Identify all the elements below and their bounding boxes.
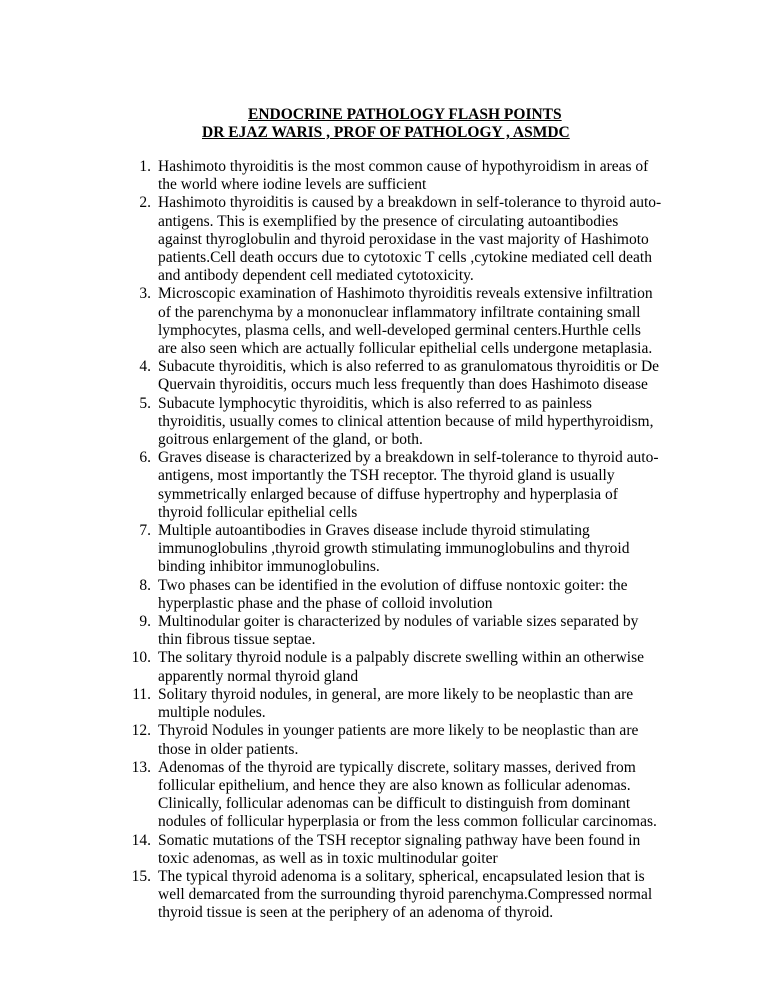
list-item-number: 4. bbox=[139, 358, 151, 376]
list-item-text: Microscopic examination of Hashimoto thyroiditis reveals extensive infiltration of the parenchyma by a mononuclear inflammatory infiltrate containing small lymphocytes, plasma cells, and well-developed germinal centers.Hurthle cells are also seen which are actually follicular epithelial cells undergone metaplasia. bbox=[158, 285, 653, 358]
list-item-text: Solitary thyroid nodules, in general, are more likely to be neoplastic than are multiple nodules. bbox=[158, 685, 634, 722]
list-item bbox=[118, 613, 663, 649]
list-item-number: 5. bbox=[139, 394, 151, 412]
document-subtitle: DR EJAZ WARIS , PROF OF PATHOLOGY , ASMDC bbox=[202, 124, 570, 141]
list-item-number: 11. bbox=[132, 685, 151, 703]
list-item-number: 10. bbox=[131, 649, 151, 667]
list-item-number: 13. bbox=[131, 758, 151, 776]
list-item bbox=[118, 577, 663, 613]
list-item-number: 6. bbox=[139, 449, 151, 467]
list-item-number: 3. bbox=[139, 285, 151, 303]
list-item-text: Somatic mutations of the TSH receptor signaling pathway have been found in toxic adenomas, as well as in toxic multinodular goiter bbox=[158, 831, 641, 867]
list-item-number: 15. bbox=[131, 867, 151, 885]
list-item-number: 9. bbox=[139, 613, 151, 631]
document-title: ENDOCRINE PATHOLOGY FLASH POINTS bbox=[248, 106, 562, 123]
list-item bbox=[118, 649, 663, 685]
list-item-text: Two phases can be identified in the evolution of diffuse nontoxic goiter: the hyperplastic phase and the phase of colloid involution bbox=[158, 576, 628, 612]
list-item-text: Thyroid Nodules in younger patients are more likely to be neoplastic than are those in older patients. bbox=[158, 722, 639, 758]
list-item bbox=[118, 868, 663, 923]
list-item bbox=[118, 158, 663, 194]
list-item-text: Hashimoto thyroiditis is the most common cause of hypothyroidism in areas of the world where iodine levels are sufficient bbox=[158, 158, 649, 194]
list-item bbox=[118, 395, 663, 450]
list-item-text: Multinodular goiter is characterized by nodules of variable sizes separated by thin fibrous tissue septae. bbox=[158, 613, 639, 649]
list-item-number: 1. bbox=[139, 158, 151, 175]
list-item-number: 2. bbox=[139, 194, 151, 212]
flash-points-list bbox=[118, 158, 663, 923]
list-item-text: Multiple autoantibodies in Graves disease include thyroid stimulating immunoglobulins ,thyroid growth stimulating immunoglobulins and thyroid binding inhibitor immunoglobulins. bbox=[158, 522, 630, 576]
list-item-text: Subacute thyroiditis, which is also referred to as granulomatous thyroiditis or De Quervain thyroiditis, occurs much less frequently than does Hashimoto disease bbox=[158, 358, 660, 394]
list-item bbox=[118, 759, 663, 832]
list-item bbox=[118, 194, 663, 285]
list-item-text: Adenomas of the thyroid are typically discrete, solitary masses, derived from follicular epithelium, and hence they are also known as follicular adenomas. Clinically, follicular adenomas can be difficult to distinguish from dominant nodules of follicular hyperplasia or from the less common follicular carcinomas. bbox=[158, 758, 657, 831]
list-item bbox=[118, 686, 663, 722]
list-item bbox=[118, 722, 663, 758]
list-item-number: 8. bbox=[139, 576, 151, 594]
list-item bbox=[118, 358, 663, 394]
list-item-number: 12. bbox=[131, 722, 151, 740]
list-item-text: Graves disease is characterized by a breakdown in self-tolerance to thyroid auto-antigens, most importantly the TSH receptor. The thyroid gland is usually symmetrically enlarged because of diffuse hypertrophy and hyperplasia of thyroid follicular epithelial cells bbox=[158, 449, 659, 521]
list-item-text: Subacute lymphocytic thyroiditis, which is also referred to as painless thyroiditis, usually comes to clinical attention because of mild hyperthyroidism, goitrous enlargement of the gland, or both. bbox=[158, 394, 654, 449]
list-item bbox=[118, 285, 663, 358]
list-item-number: 7. bbox=[139, 522, 151, 540]
list-item-text: The typical thyroid adenoma is a solitary, spherical, encapsulated lesion that is well demarcated from the surrounding thyroid parenchyma.Compressed normal thyroid tissue is seen at the periphery of an adenoma of thyroid. bbox=[158, 867, 653, 922]
list-item bbox=[118, 449, 663, 522]
list-item bbox=[118, 832, 663, 868]
list-item-text: The solitary thyroid nodule is a palpably discrete swelling within an otherwise apparently normal thyroid gland bbox=[158, 649, 644, 685]
list-item bbox=[118, 522, 663, 577]
list-item-text: Hashimoto thyroiditis is caused by a breakdown in self-tolerance to thyroid auto-antigens. This is exemplified by the presence of circulating autoantibodies against thyroglobulin and thyroid peroxidase in the vast majority of Hashimoto patients.Cell death occurs due to cytotoxic T cells ,cytokine mediated cell death and antibody dependent cell mediated cytotoxicity. bbox=[158, 194, 662, 285]
list-item-number: 14. bbox=[131, 831, 151, 849]
